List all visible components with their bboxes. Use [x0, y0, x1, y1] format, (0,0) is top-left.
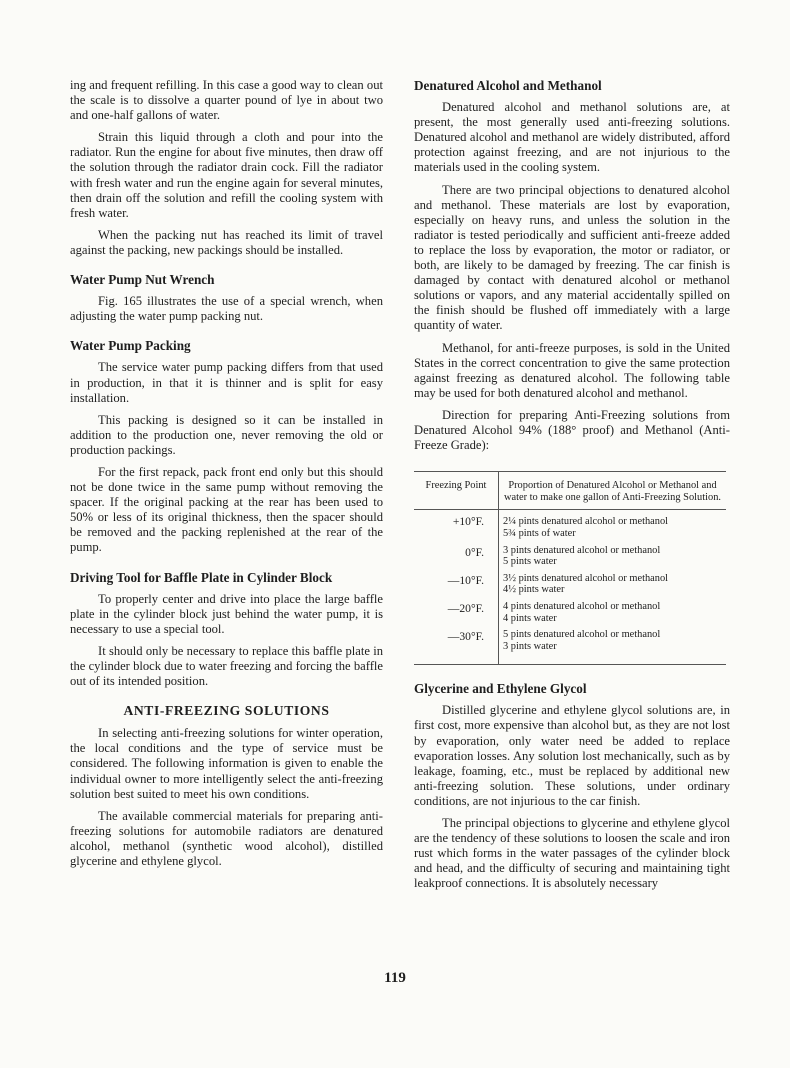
- proportion-line: 5¾ pints of water: [503, 527, 576, 539]
- page-number: 119: [384, 970, 406, 986]
- paragraph-anti-2: The available commercial materials for preparing anti-freezing solutions for automobile radiators are denatured alcohol, methanol (synthetic wood alcohol), distilled glycerine and ethylene glycol.: [70, 808, 383, 869]
- paragraph-denatured-2: There are two principal objections to denatured alcohol and methanol. These materials are lost by evaporation, especially on heavy runs, and unless the solution in the radiator is tested periodically and sufficient anti-freeze added to replace the loss by evaporation, the motor or radiator, or both, are likely to be damaged by freezing. The car finish is damaged by contact with denatured alcohol or methanol solutions or vapors, and any material accidentally spilled on the finish should be flushed off immediately with a large quantity of water.: [414, 182, 730, 333]
- proportion-line: 5 pints water: [503, 556, 557, 568]
- proportion-cell: [499, 625, 727, 665]
- left-column: [70, 78, 383, 876]
- paragraph-driving-1: To properly center and drive into place the large baffle plate in the cylinder block just behind the water pump, it is necessary to use a special tool.: [70, 591, 383, 636]
- paragraph-packing-nut: When the packing nut has reached its limit of travel against the packing, new packings should be installed.: [70, 227, 383, 257]
- table-row: [414, 597, 726, 625]
- table-row: [414, 510, 726, 541]
- proportion-cell: [499, 569, 727, 597]
- proportion-line: 4 pints water: [503, 612, 557, 624]
- freezing-point-cell: —30°F.: [414, 625, 499, 665]
- proportion-line: 3½ pints denatured alcohol or methanol: [503, 572, 669, 584]
- paragraph-anti-1: In selecting anti-freezing solutions for winter operation, the local conditions and the type of service must be considered. The following information is given to enable the individual owner to more intelligently select the anti-freezing solution best suited to meet his own conditions.: [70, 726, 383, 801]
- freezing-point-cell: —20°F.: [414, 597, 499, 625]
- paragraph-strain: Strain this liquid through a cloth and pour into the radiator. Run the engine for about five minutes, then draw off the solution through the radiator drain cock. Fill the radiator with fresh water and run the engine again for several minutes, then drain off the solution and refill the cooling system with fresh water.: [70, 130, 383, 220]
- proportion-cell: [499, 597, 727, 625]
- proportion-line: 4 pints denatured alcohol or methanol: [503, 600, 661, 612]
- paragraph-packing-1: The service water pump packing differs from that used in production, in that it is thinner and is split for easy installation.: [70, 360, 383, 405]
- paragraph-denatured-1: Denatured alcohol and methanol solutions are, at present, the most generally used anti-freezing solutions. Denatured alcohol and methanol are widely distributed, afford protection against freezing, and are not injurious to the materials used in the cooling system.: [414, 100, 730, 175]
- anti-freeze-table: [414, 471, 726, 665]
- right-column: [414, 78, 730, 899]
- freezing-point-cell: —10°F.: [414, 569, 499, 597]
- paragraph-driving-2: It should only be necessary to replace this baffle plate in the cylinder block due to water freezing and forcing the baffle out of its intended position.: [70, 643, 383, 689]
- table-row: [414, 541, 726, 569]
- freezing-point-cell: 0°F.: [414, 541, 499, 569]
- paragraph-wrench: Fig. 165 illustrates the use of a special wrench, when adjusting the water pump packing nut.: [70, 294, 383, 324]
- table-header-proportion: Proportion of Denatured Alcohol or Methanol and water to make one gallon of Anti-Freezing Solution.: [499, 472, 727, 510]
- heading-anti-freezing-solutions: ANTI-FREEZING SOLUTIONS: [123, 703, 330, 719]
- paragraph-denatured-4: Direction for preparing Anti-Freezing solutions from Denatured Alcohol 94% (188° proof) and Methanol (Anti-Freeze Grade):: [414, 407, 730, 453]
- heading-driving-tool: Driving Tool for Baffle Plate in Cylinder Block: [70, 569, 333, 585]
- table-header-freezing-point: Freezing Point: [414, 472, 499, 510]
- table-row: [414, 625, 726, 665]
- table-row: [414, 569, 726, 597]
- proportion-line: 5 pints denatured alcohol or methanol: [503, 629, 661, 641]
- proportion-line: 4½ pints water: [503, 584, 565, 596]
- heading-glycerine: Glycerine and Ethylene Glycol: [414, 681, 587, 697]
- proportion-line: 2¼ pints denatured alcohol or methanol: [503, 516, 669, 528]
- proportion-line: 3 pints water: [503, 640, 557, 652]
- heading-denatured-alcohol: Denatured Alcohol and Methanol: [414, 78, 602, 93]
- heading-water-pump-packing: Water Pump Packing: [70, 338, 191, 354]
- proportion-cell: [499, 510, 727, 541]
- paragraph-glycerine-2: The principal objections to glycerine and ethylene glycol are the tendency of these solutions to loosen the scale and iron rust which forms in the water passages of the cylinder block and head, and the difficulty of securing and maintaining tight leakproof connections. It is absolutely necessary: [414, 816, 730, 891]
- proportion-cell: [499, 541, 727, 569]
- heading-water-pump-nut-wrench: Water Pump Nut Wrench: [70, 272, 215, 288]
- paragraph-continued: ing and frequent refilling. In this case a good way to clean out the scale is to dissolve a quarter pound of lye in about two and one-half gallons of water.: [70, 78, 383, 123]
- paragraph-packing-3: For the first repack, pack front end only but this should not be done twice in the same pump without removing the spacer. If the original packing at the rear has been used to 50% or less of its original thickness, then the spacer should be removed and the packing replenished at the rear of the pump.: [70, 464, 383, 555]
- paragraph-denatured-3: Methanol, for anti-freeze purposes, is sold in the United States in the correct concentration to give the same protection against freezing as denatured alcohol. The following table may be used for both denatured alcohol and methanol.: [414, 340, 730, 400]
- paragraph-glycerine-1: Distilled glycerine and ethylene glycol solutions are, in first cost, more expensive than alcohol but, as they are not lost by evaporation, only water need be added to replace evaporation losses. Any solution lost mechanically, such as by leakage, foaming, etc., must be replaced by additional new anti-freezing solution. These solutions, under ordinary conditions, are not injurious to the car finish.: [414, 703, 730, 808]
- freezing-point-cell: +10°F.: [414, 510, 499, 541]
- proportion-line: 3 pints denatured alcohol or methanol: [503, 544, 661, 556]
- paragraph-packing-2: This packing is designed so it can be installed in addition to the production one, never removing the old or production packings.: [70, 412, 383, 457]
